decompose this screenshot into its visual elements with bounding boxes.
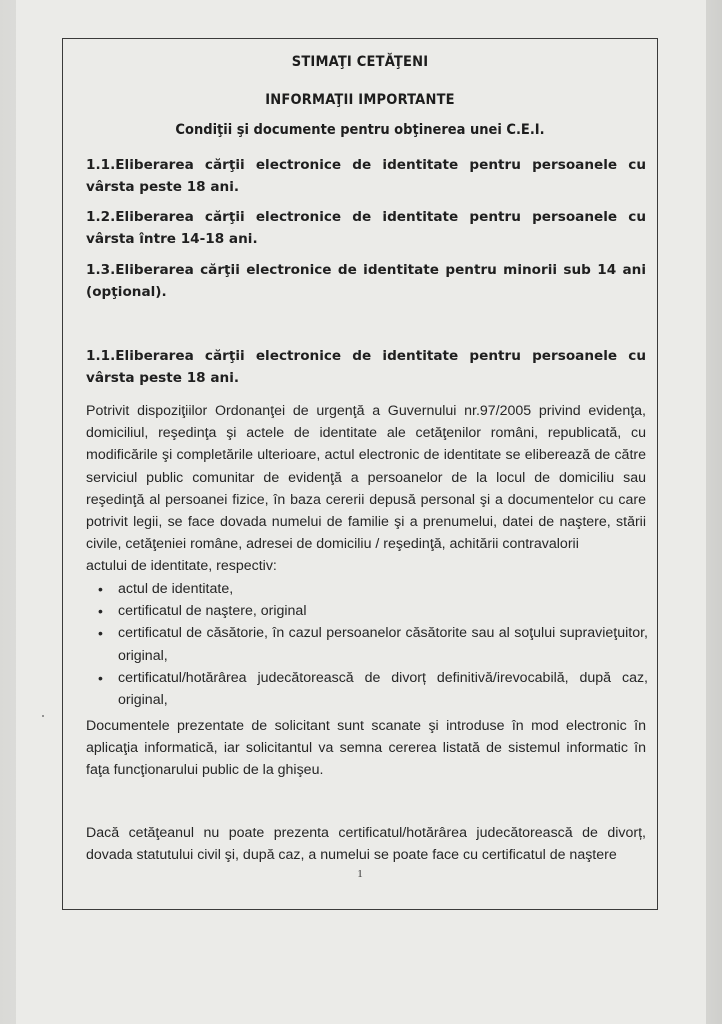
- required-documents-list: [96, 578, 648, 711]
- document-heading: Condiţii şi documente pentru obţinerea unei C.E.I.: [175, 122, 545, 138]
- paragraph-scanning: Documentele prezentate de solicitant sunt scanate şi introduse în mod electronic în aplicaţia informatică, iar solicitantul va semna cererea listată de sistemul informatic în faţa funcţionarului public de la ghişeu.: [86, 718, 646, 779]
- document-subtitle: INFORMAŢII IMPORTANTE: [265, 92, 455, 108]
- paragraph-divorce: Dacă cetăţeanul nu poate prezenta certificatul/hotărârea judecătorească de divorț, dovada statutului civil şi, după caz, a numelui se poate face cu certificatul de naştere: [86, 825, 646, 864]
- list-item: • certificatul de naştere, original: [96, 600, 648, 622]
- section-item-1-1: 1.1.Eliberarea cărţii electronice de identitate pentru persoanele cu vârsta peste 18 ani.: [86, 157, 646, 195]
- section-heading-1-1: 1.1.Eliberarea cărţii electronice de identitate pentru persoanele cu vârsta peste 18 ani.: [86, 348, 646, 386]
- section-item-1-2: 1.2.Eliberarea cărţii electronice de identitate pentru persoanele cu vârsta între 14-18 ani.: [86, 209, 646, 247]
- section-item-1-3: 1.3.Eliberarea cărţii electronice de identitate pentru minorii sub 14 ani (opţional).: [86, 262, 646, 300]
- paper-speck: [42, 715, 44, 717]
- list-item: • actul de identitate,: [96, 578, 648, 600]
- paragraph-legal-basis-last-line: actului de identitate, respectiv:: [86, 558, 277, 575]
- paragraph-legal-basis-text: Potrivit dispoziţiilor Ordonanţei de urgenţă a Guvernului nr.97/2005 privind evidenţa, domiciliul, reşedinţa şi actele de identitate ale cetăţenilor români, republicată, cu modificările şi completările ulterioare, actul electronic de identitate se eliberează de către serviciul public comunitar de evidenţă a persoanelor de la locul de domiciliu sau reşedinţă al persoanei fizice, în baza cererii depusă personal şi a documentelor cu care potrivit legii, se face dovada numelui de familie şi a prenumelui, datei de naştere, stării civile, cetăţeniei române, adresei de domiciliu / reşedinţă, achitării contravalorii: [86, 403, 646, 553]
- list-item: • certificatul de căsătorie, în cazul persoanelor căsătorite sau al soţului supravieţuitor, original,: [96, 622, 648, 666]
- document-title: STIMAŢI CETĂŢENI: [291, 54, 429, 70]
- page-number: 1: [357, 868, 363, 880]
- list-item: • certificatul/hotărârea judecătorească de divorț definitivă/irevocabilă, după caz, original,: [96, 667, 648, 711]
- paragraph-legal-basis: [86, 400, 646, 578]
